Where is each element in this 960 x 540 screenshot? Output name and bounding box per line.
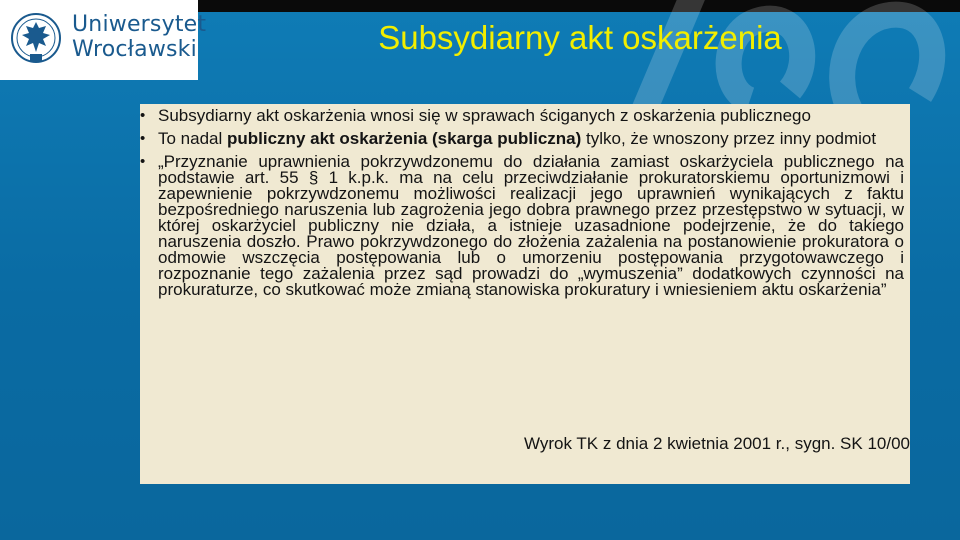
content-panel — [140, 104, 910, 484]
eagle-emblem-icon — [10, 8, 62, 70]
bullet-text-pre: To nadal — [158, 129, 227, 148]
bullet-item-3 — [140, 154, 904, 298]
bullet-text-bold: publiczny akt oskarżenia (skarga publiczna) — [227, 129, 582, 148]
bullet-marker: • — [140, 153, 146, 170]
university-name-line1: Uniwersytet — [72, 12, 207, 37]
bullet-item-2 — [140, 131, 904, 147]
bullet-marker: • — [140, 107, 146, 124]
university-name — [72, 12, 206, 62]
slide-title: Subsydiarny akt oskarżenia — [378, 19, 782, 56]
university-logo — [0, 0, 207, 80]
bullet-item-1 — [140, 108, 904, 124]
bullet-list — [140, 104, 910, 298]
bullet-text: Subsydiarny akt oskarżenia wnosi się w sprawach ściganych z oskarżenia publicznego — [158, 106, 811, 125]
citation: Wyrok TK z dnia 2 kwietnia 2001 r., sygn. SK 10/00 — [523, 434, 910, 453]
bullet-text-post: tylko, że wnoszony przez inny podmiot — [581, 129, 877, 148]
bullet-text: „Przyznanie uprawnienia pokrzywdzonemu do działania zamiast oskarżyciela publicznego na podstawie art. 55 § 1 k.p.k. ma na celu przeciwdziałanie prokuratorskiemu oportunizmowi i zapewnienie pokrzywdzonemu możliwości realizacji jego uprawnień wynikających z faktu bezpośredniego naruszenia lub zagrożenia jego dobra prawnego przez przestępstwo w sytuacji, w której oskarżyciel publiczny nie działa, a istnieje uzasadnione podejrzenie, że do takiego naruszenia doszło. Prawo pokrzywdzonego do złożenia zażalenia na postanowienie prokuratora o odmowie wszczęcia postępowania lub o umorzeniu postępowania przygotowawczego i rozpoznanie tego zażalenia przez sąd prowadzi do „wymuszenia” dodatkowych czynności na prokuraturze, co skutkować może zmianą stanowiska prokuratury i wniesieniem aktu oskarżenia” — [158, 152, 904, 299]
university-name-line2: Wrocławski — [72, 37, 197, 62]
bullet-marker: • — [140, 130, 146, 147]
